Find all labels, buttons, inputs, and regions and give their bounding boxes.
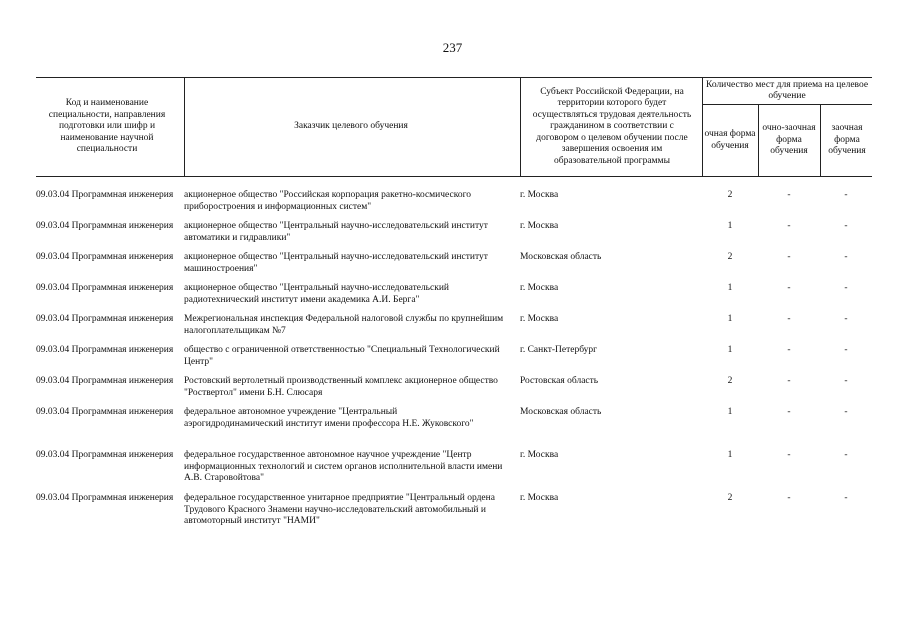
row-part-time: - — [787, 221, 791, 231]
row-code: 09.03.04 Программная инженерия — [36, 407, 174, 417]
row-part-time: - — [787, 493, 791, 503]
target-admission-table — [36, 77, 872, 526]
header-customer: Заказчик целевого обучения — [294, 121, 408, 132]
row-subject: Московская область — [520, 407, 602, 417]
header-full-time: очная форма обучения — [704, 129, 756, 151]
row-code: 09.03.04 Программная инженерия — [36, 252, 174, 262]
row-part-time: - — [787, 407, 791, 417]
row-distance: - — [844, 493, 848, 503]
row-code: 09.03.04 Программная инженерия — [36, 376, 174, 386]
row-code: 09.03.04 Программная инженерия — [36, 221, 174, 231]
row-full-time: 1 — [727, 450, 733, 460]
header-code: Код и наименование специальности, направления подготовки или шифр и наименование научной специальности — [48, 98, 166, 155]
row-customer: Ростовский вертолетный производственный комплекс акционерное общество "Роствертол" имени Б.Н. Слюсаря — [184, 376, 498, 398]
row-customer: акционерное общество "Центральный научно-исследовательский институт автоматики и гидравлики" — [184, 221, 488, 243]
row-part-time: - — [787, 190, 791, 200]
row-distance: - — [844, 314, 848, 324]
row-distance: - — [844, 190, 848, 200]
row-part-time: - — [787, 252, 791, 262]
row-code: 09.03.04 Программная инженерия — [36, 345, 174, 355]
row-distance: - — [844, 450, 848, 460]
row-distance: - — [844, 221, 848, 231]
row-part-time: - — [787, 450, 791, 460]
row-subject: Московская область — [520, 252, 602, 262]
header-distance: заочная форма обучения — [828, 123, 866, 157]
row-full-time: 1 — [727, 314, 733, 324]
row-part-time: - — [787, 283, 791, 293]
row-customer: общество с ограниченной ответственностью "Специальный Технологический Центр" — [184, 345, 500, 367]
row-distance: - — [844, 283, 848, 293]
row-part-time: - — [787, 345, 791, 355]
row-subject: г. Москва — [520, 283, 559, 293]
row-full-time: 1 — [727, 221, 733, 231]
row-code: 09.03.04 Программная инженерия — [36, 450, 174, 460]
row-code: 09.03.04 Программная инженерия — [36, 190, 174, 200]
page-number: 237 — [442, 40, 463, 55]
header-quota: Количество мест для приема на целевое обучение — [705, 79, 869, 101]
row-full-time: 2 — [727, 252, 733, 262]
row-full-time: 2 — [727, 376, 733, 386]
row-distance: - — [844, 252, 848, 262]
row-customer: федеральное автономное учреждение "Центральный аэрогидродинамический институт имени профессора Н.Е. Жуковского" — [184, 407, 474, 429]
row-subject: г. Москва — [520, 493, 559, 503]
row-subject: г. Москва — [520, 314, 559, 324]
row-distance: - — [844, 345, 848, 355]
row-customer: акционерное общество "Центральный научно-исследовательский радиотехнический институт имени академика А.И. Берга" — [184, 283, 450, 305]
row-full-time: 1 — [727, 283, 733, 293]
row-part-time: - — [787, 376, 791, 386]
row-code: 09.03.04 Программная инженерия — [36, 314, 174, 324]
header-part-time: очно-заочная форма обучения — [762, 123, 816, 157]
row-customer: акционерное общество "Российская корпорация ракетно-космического приборостроения и информационных систем" — [184, 190, 471, 212]
row-customer: Межрегиональная инспекция Федеральной налоговой службы по крупнейшим налогоплательщикам №7 — [184, 314, 504, 336]
row-customer: федеральное государственное автономное научное учреждение "Центр информационных технологий и систем органов исполнительной власти имени А.В. Старовойтова" — [184, 450, 503, 483]
row-full-time: 2 — [727, 493, 733, 503]
row-subject: Ростовская область — [520, 376, 599, 386]
row-full-time: 1 — [727, 407, 733, 417]
row-distance: - — [844, 407, 848, 417]
row-distance: - — [844, 376, 848, 386]
row-customer: федеральное государственное унитарное предприятие "Центральный ордена Трудового Красного Знамени научно-исследовательский автомобильный и автомоторный институт "НАМИ" — [184, 493, 495, 526]
row-full-time: 1 — [727, 345, 733, 355]
header-subject: Субъект Российской Федерации, на территории которого будет осуществляться трудовая деятельность гражданином в соответствии с договором о целевом обучении после завершения освоения им образовательной программы — [532, 86, 692, 166]
table-header — [36, 77, 872, 177]
row-subject: г. Санкт-Петербург — [520, 345, 598, 355]
row-part-time: - — [787, 314, 791, 324]
row-subject: г. Москва — [520, 450, 559, 460]
row-code: 09.03.04 Программная инженерия — [36, 283, 174, 293]
row-code: 09.03.04 Программная инженерия — [36, 493, 174, 503]
row-subject: г. Москва — [520, 190, 559, 200]
row-customer: акционерное общество "Центральный научно-исследовательский институт машиностроения" — [184, 252, 488, 274]
row-full-time: 2 — [727, 190, 733, 200]
row-subject: г. Москва — [520, 221, 559, 231]
